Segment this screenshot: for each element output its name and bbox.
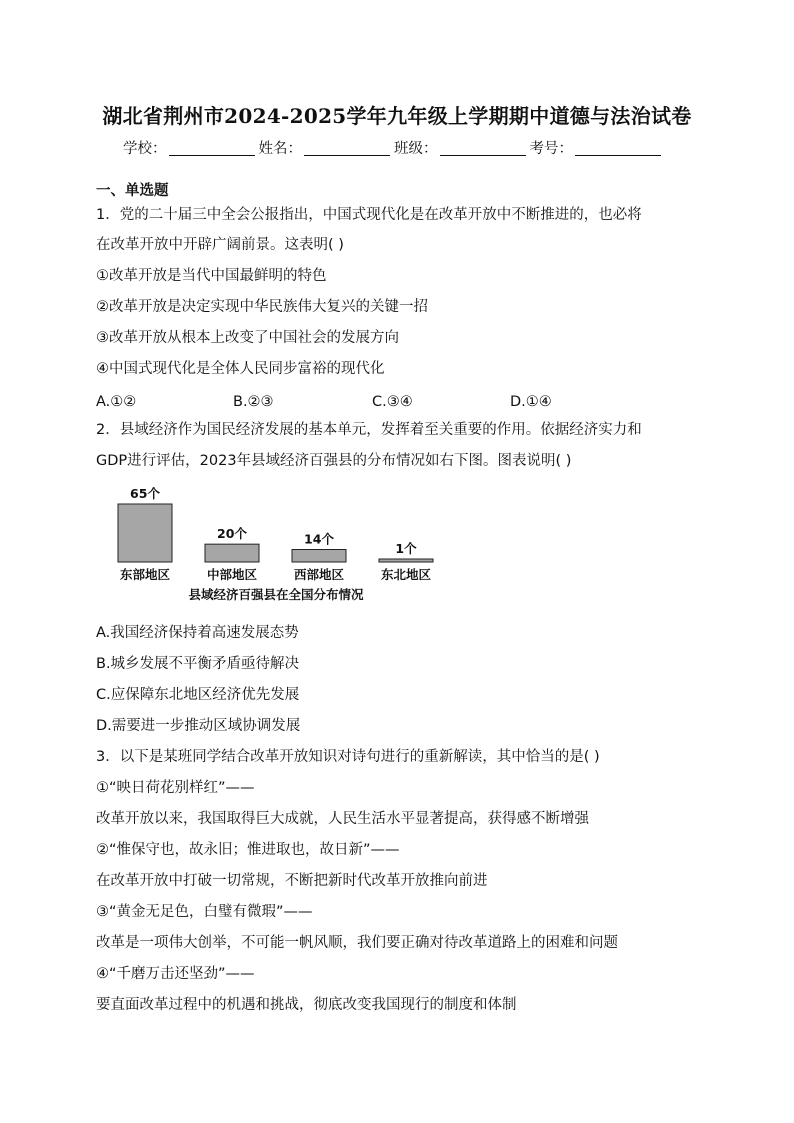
bar-value-label-2: 20个 (217, 526, 247, 542)
bar-4 (379, 559, 433, 562)
bar-value-label-4: 1个 (395, 541, 417, 556)
name-label: 姓名： (258, 141, 302, 157)
q1-stem-line1: 1．党的二十届三中全会公报指出，中国式现代化是在改革开放中不断推进的，也必将 (96, 207, 642, 223)
school-label: 学校： (123, 141, 167, 157)
chart-svg (110, 482, 450, 607)
student-info-row (123, 137, 665, 158)
q3-quote-2: ②“惟保守也，故永旧；惟进取也，故日新”—— (96, 842, 400, 858)
chart-title: 县域经济百强县在全国分布情况 (188, 587, 364, 602)
category-label-2: 中部地区 (206, 567, 258, 582)
q2-option-d[interactable]: D.需要进一步推动区域协调发展 (96, 718, 301, 734)
q3-explain-4: 要直面改革过程中的机遇和挑战，彻底改变我国现行的制度和体制 (96, 997, 517, 1013)
name-blank (304, 140, 390, 156)
distribution-bar-chart (110, 482, 450, 607)
id-label: 考号： (529, 141, 573, 157)
q2-stem-line2: GDP进行评估，2023年县域经济百强县的分布情况如右下图。图表说明( ) (96, 453, 572, 469)
q1-item-4: ④中国式现代化是全体人民同步富裕的现代化 (96, 361, 385, 377)
category-label-1: 东部地区 (119, 567, 171, 582)
school-blank (169, 140, 255, 156)
bar-value-label-3: 14个 (304, 531, 334, 547)
q3-quote-3: ③“黄金无足色，白璧有微瑕”—— (96, 904, 313, 920)
category-label-3: 西部地区 (293, 567, 345, 582)
q2-option-b[interactable]: B.城乡发展不平衡矛盾亟待解决 (96, 656, 300, 672)
bar-2 (205, 544, 259, 562)
exam-title: 湖北省荆州市2024-2025学年九年级上学期期中道德与法治试卷 (102, 104, 692, 128)
section-title: 一、单选题 (96, 183, 169, 199)
q2-option-a[interactable]: A.我国经济保持着高速发展态势 (96, 625, 299, 641)
q3-stem: 3．以下是某班同学结合改革开放知识对诗句进行的重新解读，其中恰当的是( ) (96, 749, 600, 765)
q3-quote-1: ①“映日荷花别样红”—— (96, 780, 255, 796)
q1-stem-line2: 在改革开放中开辟广阔前景。这表明( ) (96, 237, 344, 253)
q1-item-2: ②改革开放是决定实现中华民族伟大复兴的关键一招 (96, 299, 428, 315)
q1-item-3: ③改革开放从根本上改变了中国社会的发展方向 (96, 330, 399, 346)
q2-stem-line1: 2．县域经济作为国民经济发展的基本单元，发挥着至关重要的作用。依据经济实力和 (96, 422, 642, 438)
bar-value-label-1: 65个 (130, 486, 160, 501)
bar-1 (118, 504, 172, 562)
q3-explain-2: 在改革开放中打破一切常规，不断把新时代改革开放推向前进 (96, 873, 488, 889)
bar-3 (292, 550, 346, 562)
class-label: 班级： (394, 141, 438, 157)
q3-explain-1: 改革开放以来，我国取得巨大成就，人民生活水平显著提高，获得感不断增强 (96, 811, 589, 827)
q3-quote-4: ④“千磨万击还坚劲”—— (96, 966, 255, 982)
category-label-4: 东北地区 (380, 567, 432, 582)
q1-option-a[interactable]: A.①② (96, 394, 137, 410)
q1-option-c[interactable]: C.③④ (372, 394, 413, 410)
q1-option-d[interactable]: D.①④ (510, 394, 552, 410)
q1-item-1: ①改革开放是当代中国最鲜明的特色 (96, 268, 327, 284)
q2-option-c[interactable]: C.应保障东北地区经济优先发展 (96, 687, 300, 703)
q1-option-b[interactable]: B.②③ (233, 394, 274, 410)
id-blank (575, 140, 661, 156)
class-blank (440, 140, 526, 156)
q3-explain-3: 改革是一项伟大创举，不可能一帆风顺，我们要正确对待改革道路上的困难和问题 (96, 935, 618, 951)
